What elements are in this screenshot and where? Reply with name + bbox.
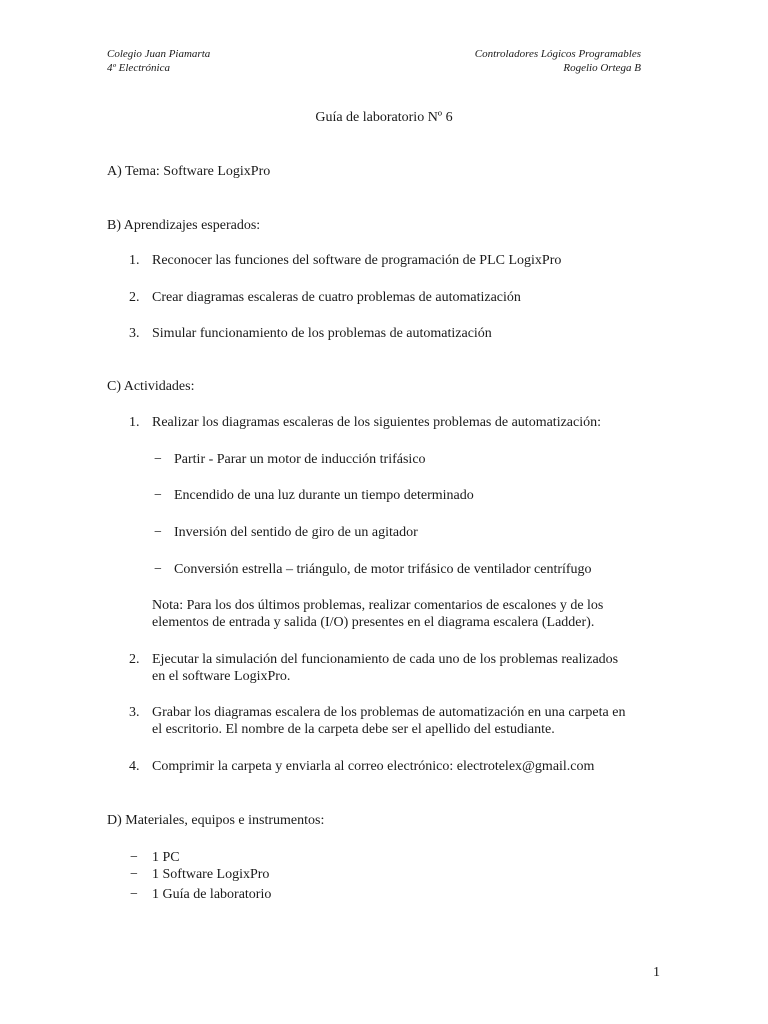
- list-item: Comprimir la carpeta y enviarla al correo electrónico: electrotelex@gmail.com: [152, 759, 595, 774]
- list-item-line-1: Ejecutar la simulación del funcionamiento de cada uno de los problemas realizados: [152, 652, 619, 667]
- material-item: 1 PC: [152, 850, 180, 865]
- dash-bullet: −: [154, 488, 162, 503]
- list-item-number: 3.: [129, 705, 140, 720]
- sub-list-item: Inversión del sentido de giro de un agitador: [174, 525, 418, 540]
- list-item-number: 3.: [129, 326, 140, 341]
- list-item-line-2: el escritorio. El nombre de la carpeta debe ser el apellido del estudiante.: [152, 722, 555, 737]
- dash-bullet: −: [130, 850, 138, 865]
- section-c-heading: C) Actividades:: [107, 379, 195, 394]
- header-school: Colegio Juan Piamarta: [107, 48, 211, 60]
- section-d-heading: D) Materiales, equipos e instrumentos:: [107, 813, 325, 828]
- page-number: 1: [653, 965, 660, 980]
- list-item-line-2: en el software LogixPro.: [152, 669, 291, 684]
- list-item: Simular funcionamiento de los problemas de automatización: [152, 326, 492, 341]
- note-line-2: elementos de entrada y salida (I/O) presentes en el diagrama escalera (Ladder).: [152, 615, 595, 630]
- list-item-number: 1.: [129, 253, 140, 268]
- list-item-number: 2.: [129, 290, 140, 305]
- list-item-line-1: Grabar los diagramas escalera de los problemas de automatización en una carpeta en: [152, 705, 626, 720]
- dash-bullet: −: [130, 887, 138, 902]
- note-line-1: Nota: Para los dos últimos problemas, realizar comentarios de escalones y de los: [152, 598, 604, 613]
- header-author: Rogelio Ortega B: [563, 62, 641, 74]
- header-subject: Controladores Lógicos Programables: [474, 48, 641, 60]
- sub-list-item: Encendido de una luz durante un tiempo determinado: [174, 488, 474, 503]
- list-item: Crear diagramas escaleras de cuatro problemas de automatización: [152, 290, 521, 305]
- dash-bullet: −: [154, 562, 162, 577]
- material-item: 1 Guía de laboratorio: [152, 887, 272, 902]
- section-a-heading: A) Tema: Software LogixPro: [107, 164, 271, 179]
- list-item-number: 4.: [129, 759, 140, 774]
- header-course: 4º Electrónica: [107, 62, 170, 74]
- list-item: Realizar los diagramas escaleras de los siguientes problemas de automatización:: [152, 415, 602, 430]
- list-item-number: 1.: [129, 415, 140, 430]
- page-title: Guía de laboratorio Nº 6: [315, 110, 453, 125]
- dash-bullet: −: [154, 525, 162, 540]
- sub-list-item: Conversión estrella – triángulo, de motor trifásico de ventilador centrífugo: [174, 562, 592, 577]
- material-item: 1 Software LogixPro: [152, 867, 270, 882]
- sub-list-item: Partir - Parar un motor de inducción trifásico: [174, 452, 426, 467]
- dash-bullet: −: [130, 867, 138, 882]
- dash-bullet: −: [154, 452, 162, 467]
- list-item-number: 2.: [129, 652, 140, 667]
- section-b-heading: B) Aprendizajes esperados:: [107, 218, 261, 233]
- list-item: Reconocer las funciones del software de programación de PLC LogixPro: [152, 253, 562, 268]
